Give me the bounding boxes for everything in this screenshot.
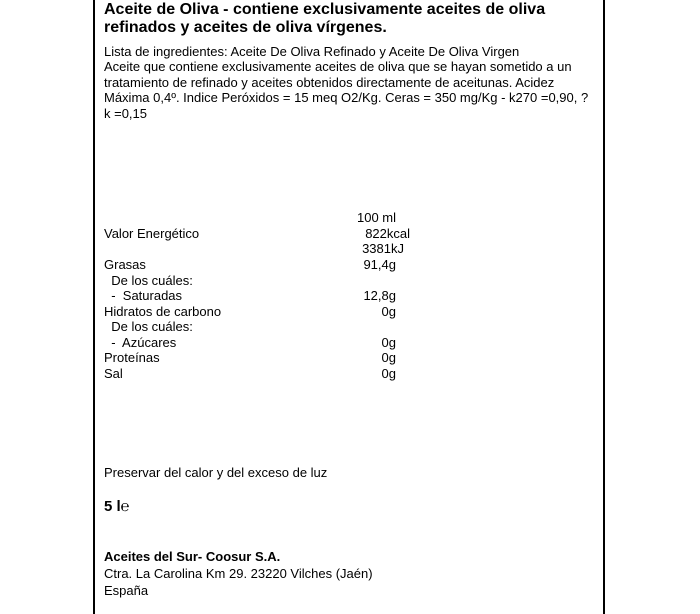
energy-kj-value: 3381kJ (362, 241, 404, 256)
energy-label: Valor Energético (104, 226, 200, 241)
nutrition-row-label: De los cuáles: (104, 319, 193, 334)
nutrition-row-label: De los cuáles: (104, 272, 193, 288)
nutrition-header: 100 ml (357, 210, 397, 225)
net-volume: 5 l℮ (104, 498, 130, 515)
company-name: Aceites del Sur- Coosur S.A. (104, 549, 281, 564)
nutrition-row-label: Grasas (104, 257, 146, 272)
company-country: España (104, 583, 149, 598)
nutrition-row-value: 0g (381, 334, 396, 350)
nutrition-row-value: 0g (381, 350, 396, 365)
product-title: Aceite de Oliva - contiene exclusivamente aceites de oliva refinados y aceites de oliva vírgenes. (104, 1, 546, 36)
energy-kcal-value: 822kcal (365, 226, 410, 241)
nutrition-row-value: 91,4g (363, 257, 396, 272)
nutrition-row-label: Sal (104, 365, 123, 381)
nutrition-row-label: Proteínas (104, 350, 160, 365)
nutrition-row-label: - Saturadas (104, 288, 183, 303)
storage-instructions: Preservar del calor y del exceso de luz (104, 465, 328, 480)
nutrition-row-label: Hidratos de carbono (104, 303, 222, 319)
product-description: Aceite que contiene exclusivamente aceites de oliva que se hayan sometido a un tratamiento de refinado y aceites obtenidos directamente de aceitunas. Acidez Máxima 0,4º. Indice Peróxidos = 15 meq O2/Kg. Ceras = 350 mg/Kg - k270 =0,90, ?k =0,15 (104, 59, 589, 121)
nutrition-row-value: 0g (381, 365, 396, 381)
nutrition-row-label: - Azúcares (104, 334, 177, 350)
company-address: Ctra. La Carolina Km 29. 23220 Vilches (Jaén) (104, 566, 373, 581)
ingredients-list: Lista de ingredientes: Aceite De Oliva Refinado y Aceite De Oliva Virgen (104, 44, 520, 59)
nutrition-row-value: 0g (381, 303, 396, 319)
nutrition-row-value: 12,8g (363, 288, 396, 303)
